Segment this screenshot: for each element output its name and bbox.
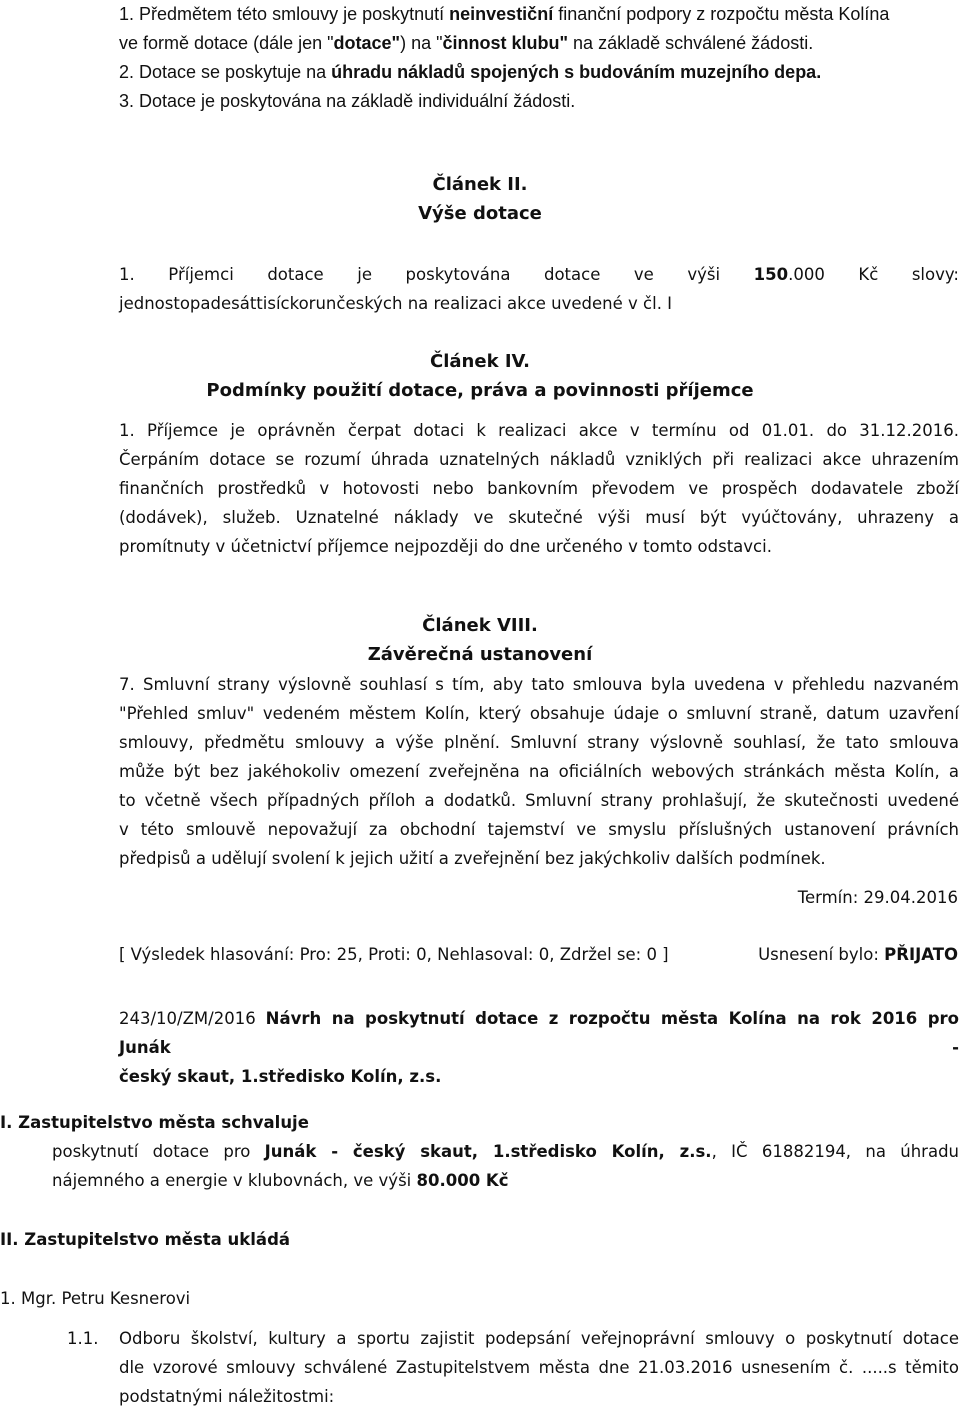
- article-8-line-3: smlouvy, předmětu smlouvy a výše plnění. Smluvní strany výslovně souhlasí, že tato smlouva: [119, 733, 959, 752]
- article-4-line-1: 1. Příjemce je oprávněn čerpat dotaci k realizaci akce v termínu od 01.01. do 31.12.2016.: [119, 421, 959, 440]
- article-4-subtitle: Podmínky použití dotace, práva a povinnosti příjemce: [206, 380, 754, 401]
- task-number: 1.1.: [67, 1329, 99, 1348]
- article-2-heading: [0, 170, 960, 228]
- section-1-line-2: nájemného a energie v klubovnách, ve výši 80.000 Kč: [52, 1171, 509, 1190]
- article-2-line-1: 1. Příjemci dotace je poskytována dotace ve výši 150.000 Kč slovy:: [119, 265, 959, 284]
- resolution-status: Usnesení bylo: PŘIJATO: [758, 945, 958, 964]
- intro-line-4: 3. Dotace je poskytována na základě individuální žádosti.: [119, 91, 576, 111]
- article-8-heading: [0, 611, 960, 669]
- intro-line-3: 2. Dotace se poskytuje na úhradu nákladů spojených s budováním muzejního depa.: [119, 62, 822, 82]
- section-1-heading: I. Zastupitelstvo města schvaluje: [0, 1113, 309, 1132]
- article-8-line-5: to včetně všech případných příloh a dodatků. Smluvní strany prohlašují, že skutečnosti uvedené: [119, 791, 959, 810]
- status-badge: PŘIJATO: [884, 945, 958, 964]
- article-2-line-2: jednostopadesáttisíckorunčeských na realizaci akce uvedené v čl. I: [119, 294, 673, 313]
- article-2-title: Článek II.: [432, 174, 528, 195]
- vote-result: [ Výsledek hlasování: Pro: 25, Proti: 0, Nehlasoval: 0, Zdržel se: 0 ]: [119, 945, 669, 964]
- article-8-line-1: 7. Smluvní strany výslovně souhlasí s tím, aby tato smlouva byla uvedena v přehledu nazvaném: [119, 675, 959, 694]
- article-4-line-5: promítnuty v účetnictví příjemce nejpozději do dne určeného v tomto odstavci.: [119, 537, 772, 556]
- article-4-line-3: finančních prostředků v hotovosti nebo bankovním převodem ve prospěch dodavatele zboží: [119, 479, 959, 498]
- task-line-2: dle vzorové smlouvy schválené Zastupitelstvem města dne 21.03.2016 usnesením č. .....s těmito: [119, 1358, 959, 1377]
- deadline-term: Termín: 29.04.2016: [797, 888, 958, 907]
- article-4-line-2: Čerpáním dotace se rozumí úhrada uznatelných nákladů vzniklých při realizaci akce uhrazením: [119, 450, 959, 469]
- section-2-heading: II. Zastupitelstvo města ukládá: [0, 1230, 291, 1249]
- task-line-3: podstatnými náležitostmi:: [119, 1387, 335, 1406]
- task-line-1: Odboru školství, kultury a sportu zajistit podepsání veřejnoprávní smlouvy o poskytnutí dotace: [119, 1329, 959, 1348]
- article-8-line-7: předpisů a udělují svolení k jejich užití a zveřejnění bez jakýchkoliv dalších podmínek.: [119, 849, 826, 868]
- article-4-heading: [0, 347, 960, 405]
- task-text: [119, 1324, 959, 1411]
- section-1-line-1: poskytnutí dotace pro Junák - český skaut, 1.středisko Kolín, z.s., IČ 61882194, na úhradu: [52, 1142, 959, 1161]
- resolution-title-line-2: český skaut, 1.středisko Kolín, z.s.: [119, 1067, 442, 1086]
- intro-line-2: ve formě dotace (dále jen "dotace") na "činnost klubu" na základě schválené žádosti.: [119, 33, 814, 53]
- article-4-line-4: (dodávek), služeb. Uznatelné náklady ve skutečné výši musí být vyúčtovány, uhrazeny a: [119, 508, 959, 527]
- article-8-subtitle: Závěrečná ustanovení: [367, 644, 593, 665]
- article-4-paragraph: [119, 416, 959, 561]
- responsible-person: 1. Mgr. Petru Kesnerovi: [0, 1289, 191, 1308]
- article-2-subtitle: Výše dotace: [418, 203, 542, 224]
- article-8-title: Článek VIII.: [422, 615, 538, 636]
- article-8-paragraph: [119, 670, 959, 873]
- article-8-line-6: v této smlouvě nepovažují za obchodní tajemství ve smyslu příslušných ustanovení právních: [119, 820, 959, 839]
- section-approves: [0, 1108, 959, 1195]
- resolution-243: [119, 1004, 959, 1091]
- resolution-number: 243/10/ZM/2016: [119, 1009, 266, 1028]
- article-8-line-2: "Přehled smluv" vedeném městem Kolín, který obsahuje údaje o smluvní straně, datum uzavření: [119, 704, 959, 723]
- resolution-title-line-1: 243/10/ZM/2016 Návrh na poskytnutí dotace z rozpočtu města Kolína na rok 2016 pro Junák -: [119, 1009, 960, 1057]
- article-4-title: Článek IV.: [430, 351, 530, 372]
- article-2-paragraph: [119, 260, 959, 318]
- vote-summary: [119, 940, 958, 969]
- article-8-line-4: může být bez jakéhokoliv omezení zveřejněna na oficiálních webových stránkách města Kolín, a: [119, 762, 959, 781]
- intro-line-1: 1. Předmětem této smlouvy je poskytnutí neinvestiční finanční podpory z rozpočtu města Kolína: [119, 4, 890, 24]
- contract-intro: [119, 0, 959, 116]
